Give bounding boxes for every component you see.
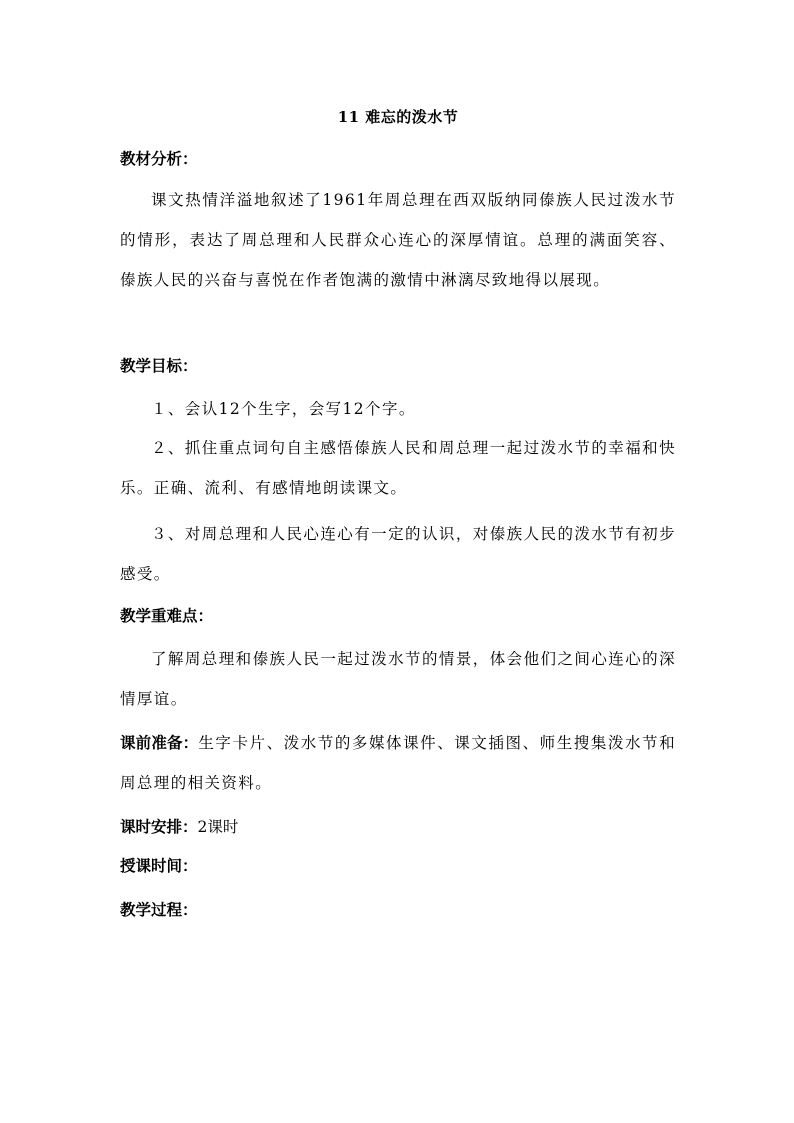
document-title: 11 难忘的泼水节 xyxy=(337,108,459,126)
key-points-heading: 教学重难点： xyxy=(120,606,214,625)
preparation-text: 生字卡片、泼水节的多媒体课件、课文插图、师生搜集泼水节和周总理的相关资料。 xyxy=(120,734,676,792)
schedule-value: 2课时 xyxy=(197,818,239,836)
preparation-section xyxy=(120,723,676,803)
schedule-heading: 课时安排： xyxy=(120,817,198,836)
time-heading: 授课时间： xyxy=(120,856,198,875)
goal-item-3: ３、对周总理和人民心连心有一定的认识，对傣族人民的泼水节有初步感受。 xyxy=(120,525,676,583)
process-heading: 教学过程： xyxy=(120,900,198,919)
document-page xyxy=(120,0,676,1123)
analysis-paragraph: 课文热情洋溢地叙述了1961年周总理在西双版纳同傣族人民过泼水节的情形，表达了周总理和人民群众心连心的深厚情谊。总理的满面笑容、傣族人民的兴奋与喜悦在作者饱满的激情中淋漓尽致地得以展现。 xyxy=(120,191,676,289)
analysis-heading: 教材分析： xyxy=(120,149,198,168)
goal-item-1: １、会认12个生字，会写12个字。 xyxy=(151,400,416,418)
schedule-section xyxy=(120,814,238,840)
preparation-heading: 课前准备： xyxy=(120,733,199,752)
key-points-paragraph: 了解周总理和傣族人民一起过泼水节的情景，体会他们之间心连心的深情厚谊。 xyxy=(120,650,676,708)
goal-item-2: ２、抓住重点词句自主感悟傣族人民和周总理一起过泼水节的幸福和快乐。正确、流利、有感情地朗读课文。 xyxy=(120,439,676,497)
goals-heading: 教学目标： xyxy=(120,356,198,375)
